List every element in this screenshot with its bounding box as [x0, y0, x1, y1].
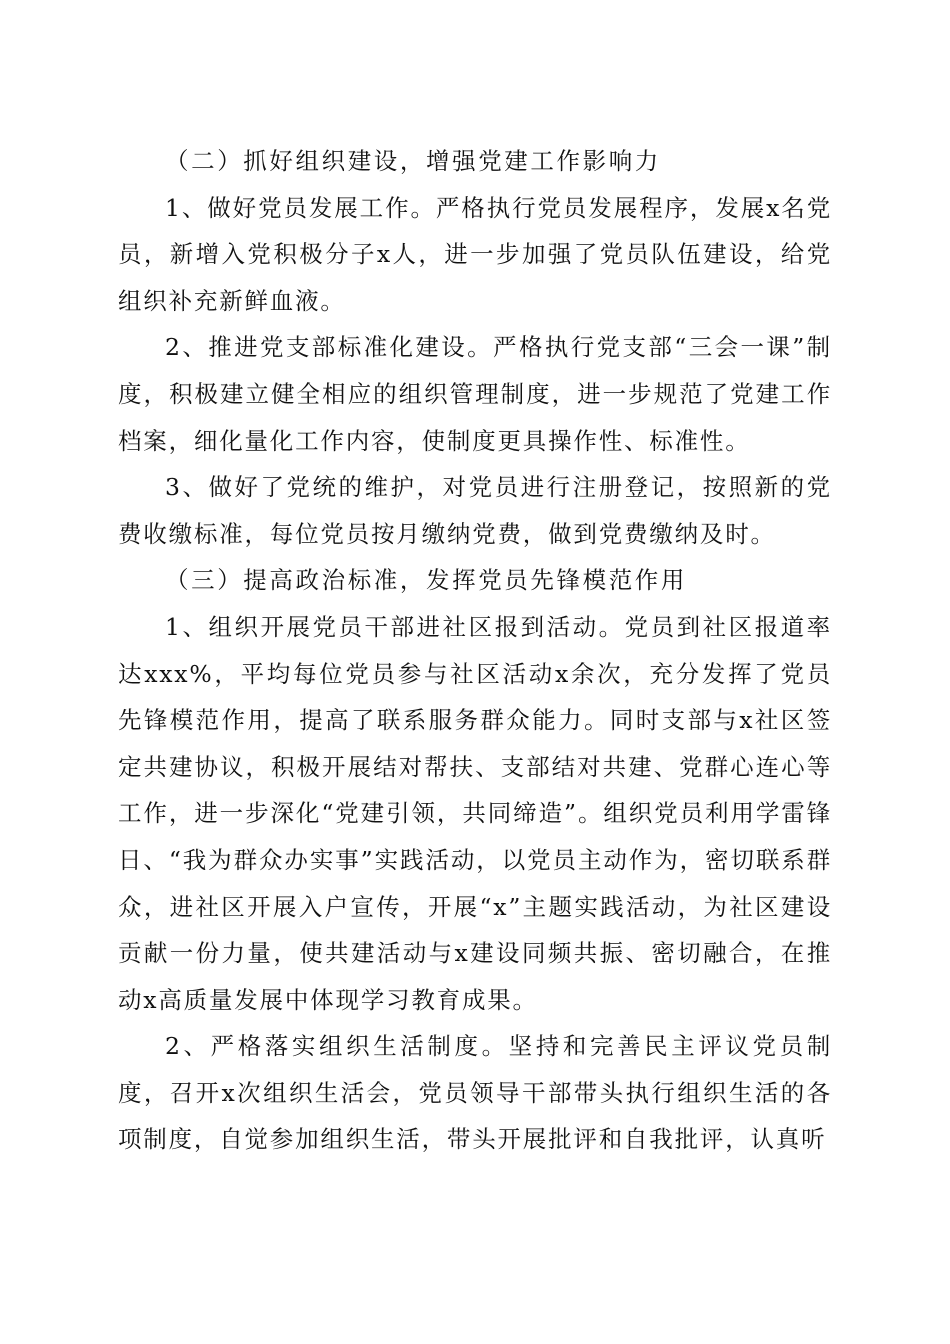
paragraph-party-dues: 3、做好了党统的维护，对党员进行注册登记，按照新的党费收缴标准，每位党员按月缴纳党费，做到党费缴纳及时。 [118, 473, 832, 548]
document-body [118, 138, 832, 1163]
paragraph-organizational-life: 2、严格落实组织生活制度。坚持和完善民主评议党员制度，召开x次组织生活会，党员领导干部带头执行组织生活的各项制度，自觉参加组织生活，带头开展批评和自我批评，认真听 [118, 1032, 832, 1154]
paragraph-branch-standardization: 2、推进党支部标准化建设。严格执行党支部“三会一课”制度，积极建立健全相应的组织管理制度，进一步规范了党建工作档案，细化量化工作内容，使制度更具操作性、标准性。 [118, 333, 832, 455]
section-heading-2: （二）抓好组织建设，增强党建工作影响力 [165, 147, 661, 175]
paragraph-party-member-development: 1、做好党员发展工作。严格执行党员发展程序，发展x名党员，新增入党积极分子x人，进一步加强了党员队伍建设，给党组织补充新鲜血液。 [118, 193, 832, 315]
paragraph-community-activities: 1、组织开展党员干部进社区报到活动。党员到社区报道率达xxx%，平均每位党员参与社区活动x余次，充分发挥了党员先锋模范作用，提高了联系服务群众能力。同时支部与x社区签定共建协议，积极开展结对帮扶、支部结对共建、党群心连心等工作，进一步深化“党建引领，共同缔造”。组织党员利用学雷锋日、“我为群众办实事”实践活动，以党员主动作为，密切联系群众，进社区开展入户宣传，开展“x”主题实践活动，为社区建设贡献一份力量，使共建活动与x建设同频共振、密切融合，在推动x高质量发展中体现学习教育成果。 [118, 612, 832, 1014]
section-heading-3: （三）提高政治标准，发挥党员先锋模范作用 [165, 566, 687, 595]
